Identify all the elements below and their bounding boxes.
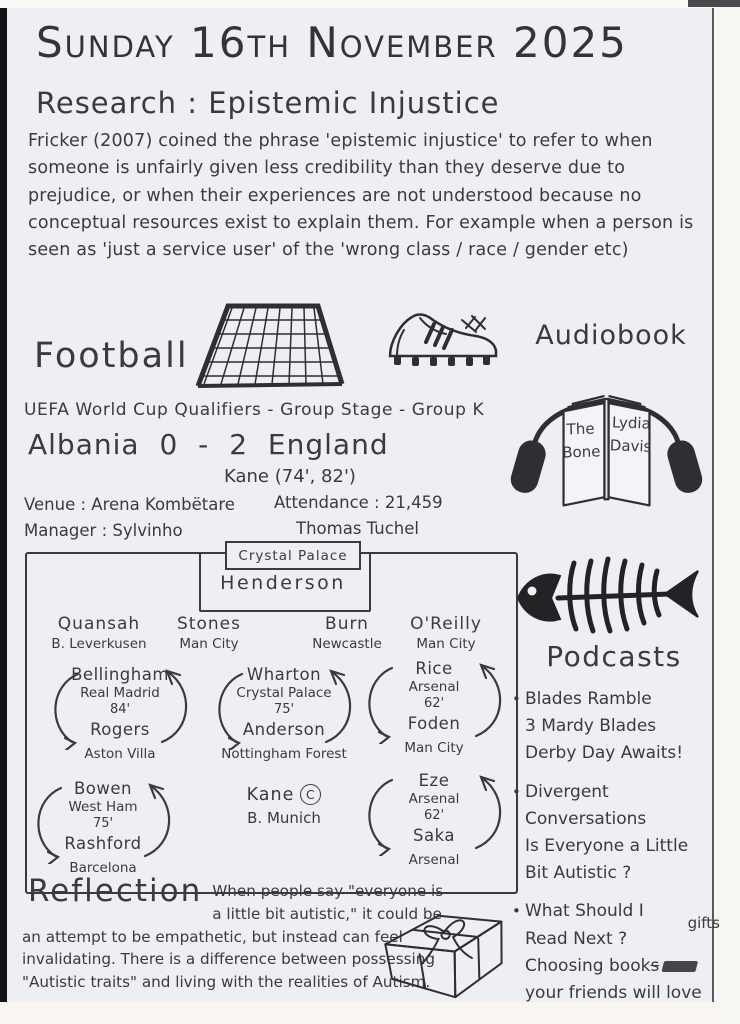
- podcasts-heading: Podcasts: [546, 640, 682, 673]
- inserted-word: gifts: [687, 913, 720, 932]
- attendance-line: Attendance : 21,459: [274, 493, 443, 512]
- podcast-list: [512, 686, 720, 1018]
- home-manager-line: Manager : Sylvinho: [24, 521, 183, 540]
- gift-box-drawing: [362, 888, 528, 1019]
- defender: Quansah B. Leverkusen: [51, 614, 147, 652]
- defender: Stones Man City: [177, 614, 241, 652]
- scoreline: [28, 428, 389, 461]
- fish-skeleton-drawing: [510, 542, 700, 654]
- audiobook-author: Lydia Davis: [609, 413, 652, 456]
- bullet: •: [512, 690, 521, 708]
- score: 0 - 2: [159, 428, 249, 461]
- captain-entry: [204, 784, 364, 827]
- lineup-pitch-diagram: [25, 547, 518, 894]
- substitution-group: Eze Arsenal 62' Saka Arsenal: [354, 770, 514, 869]
- bullet: •: [512, 782, 521, 801]
- journal-page: [6, 8, 720, 1003]
- page-title: Sunday 16th November 2025: [36, 18, 628, 67]
- defender: O'Reilly Man City: [410, 614, 482, 652]
- substitution-group: Rice Arsenal 62' Foden Man City: [354, 658, 514, 757]
- reflection-body: When people say "everyone is a little bit autistic," it could be an attempt to be empathetic, but instead can feel invalidating. There is a difference between possessing "Autistic traits" and living with the realities of Autism.: [22, 882, 444, 992]
- football-boot-drawing: [382, 304, 504, 378]
- scanner-top-edge: [688, 0, 740, 7]
- captain-name: Kane: [246, 785, 295, 805]
- goalkeeper-name: Henderson: [220, 572, 346, 594]
- football-heading: Football: [34, 336, 189, 376]
- venue-line: Venue : Arena Kombëtare: [24, 495, 235, 514]
- substitution-group: Bowen West Ham 75' Rashford Barcelona: [23, 778, 183, 877]
- football-goal-drawing: [190, 296, 350, 388]
- research-paragraph: Fricker (2007) coined the phrase 'epistemic injustice' to refer to when someone is unfairly given less credibility than they deserve due to prejudice, or when their experiences are not understood because no conceptual resources exist to explain them. For example when a person is seen as 'just a service user' of the 'wrong class / race / gender etc): [28, 131, 694, 261]
- audiobook-heading: Audiobook: [535, 320, 687, 351]
- substitution-group: Bellingham Real Madrid 84' Rogers Aston Villa: [40, 664, 200, 763]
- captain-badge: C: [300, 784, 321, 805]
- scanner-right-strip: [716, 0, 740, 1024]
- defender: Burn Newcastle: [312, 614, 382, 652]
- home-team: Albania: [28, 428, 140, 461]
- competition-line: UEFA World Cup Qualifiers - Group Stage - Group K: [24, 400, 485, 420]
- reflection-heading: Reflection: [28, 873, 203, 909]
- headphones-over-book-drawing: [504, 354, 709, 532]
- scribbled-word: [662, 961, 699, 972]
- research-heading: Research : Epistemic Injustice: [36, 86, 500, 120]
- captain-club: B. Munich: [247, 809, 321, 827]
- substitution-group: Wharton Crystal Palace 75' Anderson Nottingham Forest: [204, 664, 364, 763]
- goalkeeper-club: Crystal Palace: [225, 541, 361, 570]
- scanner-left-strip: [0, 8, 7, 1002]
- goalscorers: Kane (74', 82'): [224, 466, 356, 487]
- podcast-item: • Divergent Conversations Is Everyone a Little Bit Autistic ?: [512, 781, 689, 884]
- away-manager: Thomas Tuchel: [296, 519, 419, 538]
- audiobook-title: The Bone: [561, 419, 601, 462]
- away-team: England: [267, 428, 389, 461]
- podcast-item: • What Should I Read Next ? gifts Choosing books your friends will love: [512, 901, 720, 1003]
- podcast-item: • Blades Ramble 3 Mardy Blades Derby Day Awaits!: [512, 689, 684, 764]
- struck-letter: s: [650, 955, 660, 976]
- bullet: •: [512, 902, 521, 921]
